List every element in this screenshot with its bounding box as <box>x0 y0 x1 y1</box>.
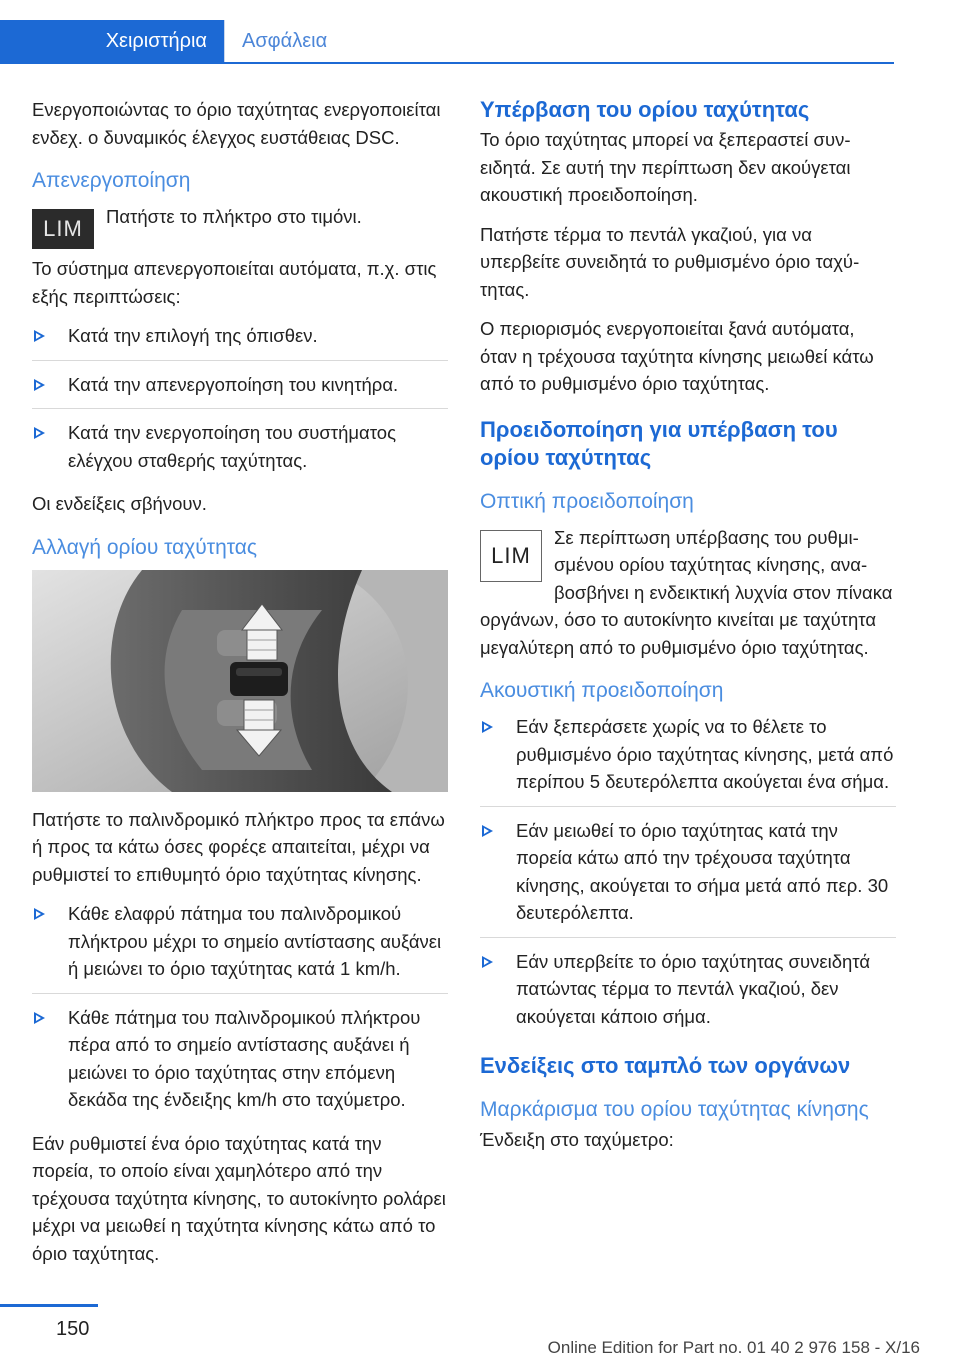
heading-change-limit: Αλλαγή ορίου ταχύτητας <box>32 535 258 559</box>
triangle-bullet-icon <box>34 379 45 391</box>
list-item: Κάθε ελαφρύ πάτημα του παλινδρομικού πλήκτρου μέχρι το σημείο αντίστασης αυξάνει ή μειώνει το όριο ταχύτητας κατά 1 km/h. <box>32 900 448 994</box>
right-column <box>480 96 896 1166</box>
deactivate-block <box>32 203 448 255</box>
visual-warning-block <box>480 524 896 662</box>
paragraph-lower-limit: Εάν ρυθμιστεί ένα όριο ταχύτητας κατά την πορεία, το οποίο είναι χαμηλότερο από την τρέχουσα ταχύτητα κίνησης, το αυτοκίνητο ρολάρει μέχρι να μειωθεί η ταχύτητα κίνησης κάτω από το όριο ταχύτητας. <box>32 1132 446 1264</box>
steering-wheel-illustration <box>32 570 448 792</box>
paragraph-visual-warning: Σε περίπτωση υπέρβασης του ρυθμισμένου ορίου ταχύτητας κίνησης, αναβοσβήνει η ενδεικτική λυχνία στον πίνακα οργάνων, όσο το αυτοκίνητο κινείται με ταχύτητα μεγαλύτερη από το ρυθμισμένο όριο ταχύτητας. <box>480 526 893 658</box>
paragraph-press-button: Πατήστε το πλήκτρο στο τιμόνι. <box>106 206 362 227</box>
paragraph-rocker: Πατήστε το παλινδρομικό πλήκτρο προς τα επάνω ή προς τα κάτω όσες φορέςε απαιτείται, μέχρι να ρυθμιστεί το επιθυμητό όριο ταχύτητας κίνησης. <box>32 808 445 885</box>
page-header <box>0 0 960 64</box>
list-acoustic <box>480 713 896 1034</box>
paragraph-intro: Ενεργοποιώντας το όριο ταχύτητας ενεργοποιείται ενδεχ. ο δυναμικός έλεγχος ευστάθειας DSC. <box>32 99 441 148</box>
footer-rule <box>0 1304 98 1307</box>
lim-indicator-icon: LIM <box>480 530 542 582</box>
triangle-bullet-icon <box>34 1012 45 1024</box>
list-item: Κατά την ενεργοποίηση του συστήματος ελέγχου σταθερής ταχύτητας. <box>32 419 448 478</box>
triangle-bullet-icon <box>482 956 493 968</box>
list-item: Κατά την απενεργοποίηση του κινητήρα. <box>32 371 448 410</box>
list-item: Εάν ξεπεράσετε χωρίς να το θέλετε το ρυθμισμένο όριο ταχύτητας κίνησης, μετά από περίπου 5 δευτερόλεπτα ακούγεται ένα σήμα. <box>480 713 896 807</box>
triangle-bullet-icon <box>482 721 493 733</box>
page-number: 150 <box>56 1318 90 1340</box>
heading-acoustic-warning: Ακουστική προειδοποίηση <box>480 679 724 702</box>
triangle-bullet-icon <box>34 330 45 342</box>
heading-exceed-limit: Υπέρβαση του ορίου ταχύτητας <box>480 97 810 122</box>
paragraph-exceed-3: Ο περιορισμός ενεργοποιείται ξανά αυτόματα, όταν η τρέχουσα ταχύτητα κίνησης μειωθεί κάτω από το ρυθμισμένο όριο ταχύτητας. <box>480 318 874 394</box>
triangle-bullet-icon <box>34 908 45 920</box>
heading-deactivate: Απενεργοποίηση <box>32 169 191 192</box>
tab-divider <box>224 20 225 62</box>
paragraph-speedometer: Ένδειξη στο ταχύμετρο: <box>480 1129 674 1150</box>
lim-button-icon: LIM <box>32 209 94 249</box>
heading-visual-warning: Οπτική προειδοποίηση <box>480 489 694 513</box>
heading-warning: Προειδοποίηση για υπέρβαση του ορίου ταχύτητας <box>480 416 838 470</box>
paragraph-auto-off: Το σύστημα απενεργοποιείται αυτόματα, π.χ. στις εξής περιπτώσεις: <box>32 258 437 307</box>
tab-controls[interactable]: Χειριστήρια <box>0 20 224 62</box>
paragraph-indicators-off: Οι ενδείξεις σβήνουν. <box>32 493 207 514</box>
left-column <box>32 96 448 1279</box>
list-auto-off <box>32 322 448 478</box>
list-item: Εάν μειωθεί το όριο ταχύτητας κατά την πορεία κάτω από την τρέχουσα ταχύτητα κίνησης, ακούγεται το σήμα μετά από περ. 30 δευτερόλεπτα. <box>480 817 896 938</box>
paragraph-exceed-2: Πατήστε τέρμα το πεντάλ γκαζιού, για να υπερβείτε συνειδητά το ρυθμισμένο όριο ταχύτητας. <box>480 223 860 300</box>
list-item: Κάθε πάτημα του παλινδρομικού πλήκτρου πέρα από το σημείο αντίστασης αυξάνει ή μειώνει το όριο ταχύτητας στην επόμενη δεκάδα της ένδειξης km/h στο ταχύμετρο. <box>32 1004 448 1118</box>
steering-wheel-rocker-photo <box>32 570 448 792</box>
triangle-bullet-icon <box>34 427 45 439</box>
tab-safety[interactable]: Ασφάλεια <box>242 29 328 52</box>
paragraph-exceed-1: Το όριο ταχύτητας μπορεί να ξεπεραστεί συνειδητά. Σε αυτή την περίπτωση δεν ακούγεται ακουστική προειδοποίηση. <box>480 129 851 205</box>
triangle-bullet-icon <box>482 825 493 837</box>
edition-note: Online Edition for Part no. 01 40 2 976 158 - X/16 <box>547 1338 920 1357</box>
list-item: Κατά την επιλογή της όπισθεν. <box>32 322 448 361</box>
heading-instrument-cluster: Ενδείξεις στο ταμπλό των οργάνων <box>480 1053 851 1078</box>
list-change-limit <box>32 900 448 1118</box>
heading-speed-marking: Μαρκάρισμα του ορίου ταχύτητας κίνησης <box>480 1098 869 1121</box>
list-item: Εάν υπερβείτε το όριο ταχύτητας συνειδητά πατώντας τέρμα το πεντάλ γκαζιού, δεν ακούγεται κάποιο σήμα. <box>480 948 896 1035</box>
